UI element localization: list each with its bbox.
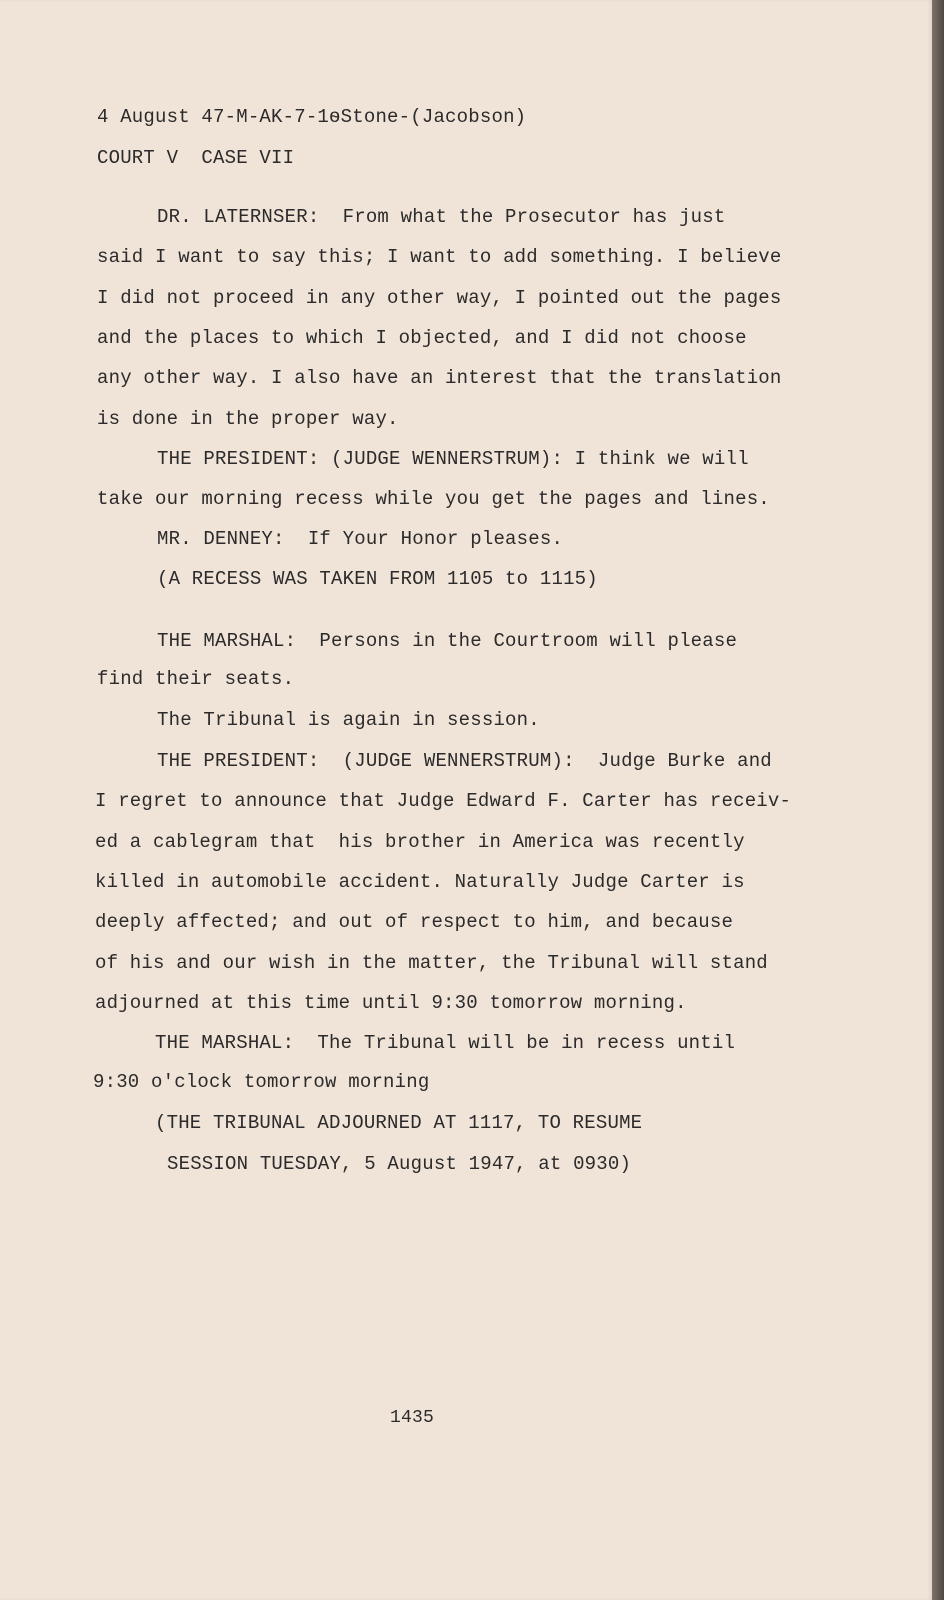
transcript-line: killed in automobile accident. Naturally Judge Carter is — [95, 871, 745, 893]
transcript-line: is done in the proper way. — [97, 408, 399, 430]
transcript-line: THE PRESIDENT: (JUDGE WENNERSTRUM): Judge Burke and — [157, 750, 772, 772]
transcript-line: any other way. I also have an interest that the translation — [97, 367, 782, 389]
transcript-line: I regret to announce that Judge Edward F. Carter has receiv- — [95, 790, 792, 812]
transcript-line: take our morning recess while you get the pages and lines. — [97, 488, 770, 510]
transcript-line: MR. DENNEY: If Your Honor pleases. — [157, 528, 564, 550]
transcript-line: of his and our wish in the matter, the Tribunal will stand — [95, 952, 768, 974]
transcript-line: adjourned at this time until 9:30 tomorrow morning. — [95, 992, 687, 1014]
document-reference-line: 4 August 47-M-AK-7-1ѳStone-(Jacobson) — [97, 106, 527, 128]
transcript-line: The Tribunal is again in session. — [157, 709, 540, 731]
page-edge-shadow — [932, 0, 944, 1600]
transcript-line: (THE TRIBUNAL ADJOURNED AT 1117, TO RESUME — [155, 1112, 643, 1134]
transcript-line: I did not proceed in any other way, I pointed out the pages — [97, 287, 782, 309]
page-number: 1435 — [390, 1408, 435, 1428]
transcript-line: 9:30 o'clock tomorrow morning — [93, 1071, 430, 1093]
transcript-line: SESSION TUESDAY, 5 August 1947, at 0930) — [167, 1153, 632, 1175]
transcript-line: said I want to say this; I want to add something. I believe — [97, 246, 782, 268]
transcript-line: THE MARSHAL: Persons in the Courtroom will please — [157, 630, 738, 652]
transcript-line: find their seats. — [97, 668, 295, 690]
transcript-line: THE MARSHAL: The Tribunal will be in recess until — [155, 1032, 736, 1054]
transcript-line: ed a cablegram that his brother in America was recently — [95, 831, 745, 853]
transcript-line: DR. LATERNSER: From what the Prosecutor has just — [157, 206, 726, 228]
transcript-line: THE PRESIDENT: (JUDGE WENNERSTRUM): I think we will — [157, 448, 749, 470]
transcript-line: and the places to which I objected, and I did not choose — [97, 327, 747, 349]
transcript-line: (A RECESS WAS TAKEN FROM 1105 to 1115) — [157, 568, 598, 590]
transcript-line: deeply affected; and out of respect to him, and because — [95, 911, 734, 933]
court-case-heading: COURT V CASE VII — [97, 147, 295, 169]
